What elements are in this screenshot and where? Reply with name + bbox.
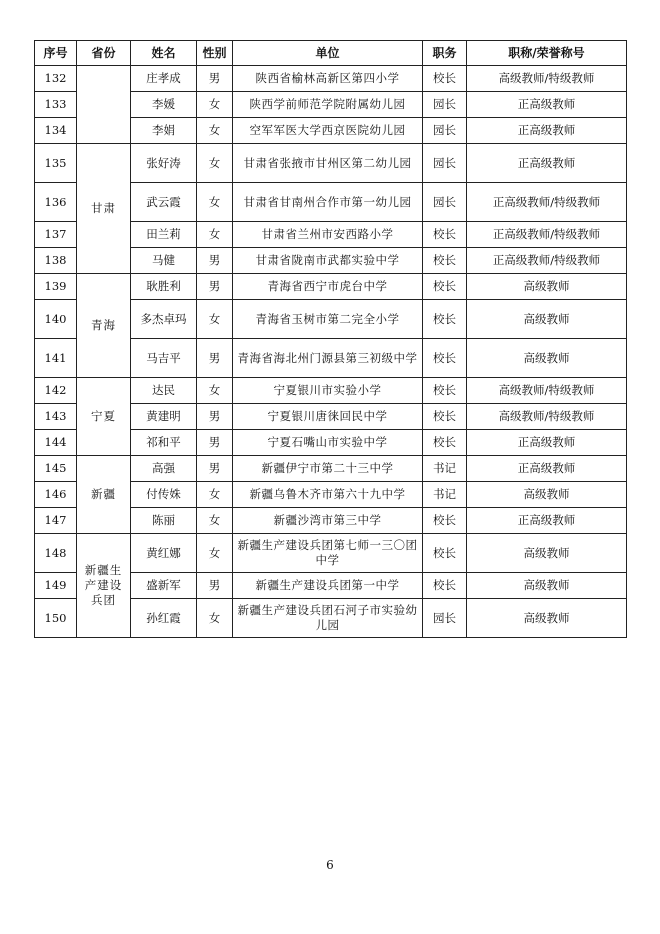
row-post: 书记 [423, 456, 467, 482]
row-gender: 女 [197, 92, 233, 118]
row-post: 校长 [423, 248, 467, 274]
row-no: 139 [35, 274, 77, 300]
row-unit: 青海省西宁市虎台中学 [233, 274, 423, 300]
row-name: 黄建明 [131, 404, 197, 430]
row-title: 正高级教师/特级教师 [467, 222, 627, 248]
row-title: 高级教师/特级教师 [467, 378, 627, 404]
row-post: 园长 [423, 183, 467, 222]
row-name: 张好涛 [131, 144, 197, 183]
row-post: 校长 [423, 222, 467, 248]
header-title: 职称/荣誉称号 [467, 41, 627, 66]
row-unit: 新疆生产建设兵团石河子市实验幼儿园 [233, 599, 423, 638]
row-post: 园长 [423, 118, 467, 144]
row-gender: 女 [197, 144, 233, 183]
row-no: 142 [35, 378, 77, 404]
row-no: 136 [35, 183, 77, 222]
row-unit: 陕西省榆林高新区第四小学 [233, 66, 423, 92]
row-unit: 甘肃省张掖市甘州区第二幼儿园 [233, 144, 423, 183]
row-unit: 甘肃省甘南州合作市第一幼儿园 [233, 183, 423, 222]
row-unit: 宁夏石嘴山市实验中学 [233, 430, 423, 456]
row-name: 田兰莉 [131, 222, 197, 248]
row-unit: 新疆生产建设兵团第七师一三〇团中学 [233, 534, 423, 573]
row-gender: 女 [197, 300, 233, 339]
row-gender: 女 [197, 534, 233, 573]
row-name: 陈丽 [131, 508, 197, 534]
row-no: 143 [35, 404, 77, 430]
row-title: 高级教师 [467, 300, 627, 339]
row-title: 高级教师 [467, 573, 627, 599]
row-unit: 空军军医大学西京医院幼儿园 [233, 118, 423, 144]
row-unit: 宁夏银川市实验小学 [233, 378, 423, 404]
row-name: 黄红娜 [131, 534, 197, 573]
row-name: 李娟 [131, 118, 197, 144]
row-title: 高级教师 [467, 482, 627, 508]
row-post: 校长 [423, 534, 467, 573]
row-gender: 女 [197, 508, 233, 534]
table-row [35, 144, 627, 183]
row-gender: 男 [197, 274, 233, 300]
table-row [35, 378, 627, 404]
row-name: 武云霞 [131, 183, 197, 222]
row-name: 盛新军 [131, 573, 197, 599]
row-unit: 新疆生产建设兵团第一中学 [233, 573, 423, 599]
row-name: 达民 [131, 378, 197, 404]
row-post: 校长 [423, 430, 467, 456]
row-gender: 男 [197, 248, 233, 274]
row-no: 147 [35, 508, 77, 534]
row-name: 孙红霞 [131, 599, 197, 638]
row-gender: 男 [197, 573, 233, 599]
row-title: 正高级教师/特级教师 [467, 248, 627, 274]
row-no: 141 [35, 339, 77, 378]
row-title: 高级教师 [467, 534, 627, 573]
header-unit: 单位 [233, 41, 423, 66]
row-gender: 男 [197, 456, 233, 482]
row-title: 正高级教师 [467, 92, 627, 118]
row-no: 132 [35, 66, 77, 92]
row-post: 校长 [423, 508, 467, 534]
row-gender: 女 [197, 599, 233, 638]
row-post: 校长 [423, 300, 467, 339]
row-title: 高级教师/特级教师 [467, 66, 627, 92]
row-gender: 女 [197, 482, 233, 508]
header-name: 姓名 [131, 41, 197, 66]
row-title: 正高级教师 [467, 144, 627, 183]
row-no: 145 [35, 456, 77, 482]
page-number: 6 [326, 858, 334, 872]
row-gender: 男 [197, 430, 233, 456]
row-title: 正高级教师/特级教师 [467, 183, 627, 222]
province-cell: 新疆 [77, 456, 131, 534]
province-cell [77, 66, 131, 144]
province-cell: 新疆生产建设兵团 [77, 534, 131, 638]
province-cell: 青海 [77, 274, 131, 378]
row-name: 马吉平 [131, 339, 197, 378]
row-no: 134 [35, 118, 77, 144]
row-no: 138 [35, 248, 77, 274]
row-no: 140 [35, 300, 77, 339]
row-no: 148 [35, 534, 77, 573]
row-name: 耿胜利 [131, 274, 197, 300]
row-no: 146 [35, 482, 77, 508]
row-name: 李媛 [131, 92, 197, 118]
row-name: 马健 [131, 248, 197, 274]
row-post: 校长 [423, 404, 467, 430]
row-unit: 甘肃省兰州市安西路小学 [233, 222, 423, 248]
row-title: 高级教师 [467, 274, 627, 300]
row-unit: 青海省海北州门源县第三初级中学 [233, 339, 423, 378]
row-name: 多杰卓玛 [131, 300, 197, 339]
row-no: 149 [35, 573, 77, 599]
row-title: 正高级教师 [467, 118, 627, 144]
row-unit: 宁夏银川唐徕回民中学 [233, 404, 423, 430]
row-post: 园长 [423, 599, 467, 638]
row-unit: 陕西学前师范学院附属幼儿园 [233, 92, 423, 118]
province-cell: 甘肃 [77, 144, 131, 274]
row-title: 高级教师 [467, 339, 627, 378]
header-gender: 性别 [197, 41, 233, 66]
table-row [35, 66, 627, 92]
row-gender: 男 [197, 66, 233, 92]
row-unit: 青海省玉树市第二完全小学 [233, 300, 423, 339]
row-title: 正高级教师 [467, 430, 627, 456]
row-no: 144 [35, 430, 77, 456]
table-row [35, 274, 627, 300]
row-post: 园长 [423, 144, 467, 183]
row-name: 庄孝成 [131, 66, 197, 92]
header-province: 省份 [77, 41, 131, 66]
header-no: 序号 [35, 41, 77, 66]
row-gender: 女 [197, 378, 233, 404]
row-no: 137 [35, 222, 77, 248]
row-gender: 女 [197, 118, 233, 144]
row-post: 书记 [423, 482, 467, 508]
row-title: 高级教师 [467, 599, 627, 638]
row-post: 校长 [423, 573, 467, 599]
row-no: 135 [35, 144, 77, 183]
row-name: 祁和平 [131, 430, 197, 456]
row-name: 付传姝 [131, 482, 197, 508]
row-gender: 女 [197, 183, 233, 222]
roster-table [34, 40, 627, 638]
province-cell: 宁夏 [77, 378, 131, 456]
row-gender: 男 [197, 404, 233, 430]
row-title: 正高级教师 [467, 456, 627, 482]
row-no: 150 [35, 599, 77, 638]
row-title: 高级教师/特级教师 [467, 404, 627, 430]
row-gender: 男 [197, 339, 233, 378]
row-post: 校长 [423, 378, 467, 404]
table-row [35, 534, 627, 573]
row-post: 园长 [423, 92, 467, 118]
row-unit: 新疆伊宁市第二十三中学 [233, 456, 423, 482]
header-post: 职务 [423, 41, 467, 66]
row-name: 高强 [131, 456, 197, 482]
row-gender: 女 [197, 222, 233, 248]
row-unit: 新疆沙湾市第三中学 [233, 508, 423, 534]
header-row [35, 41, 627, 66]
table-row [35, 456, 627, 482]
row-title: 正高级教师 [467, 508, 627, 534]
row-post: 校长 [423, 339, 467, 378]
row-unit: 新疆乌鲁木齐市第六十九中学 [233, 482, 423, 508]
row-post: 校长 [423, 274, 467, 300]
row-post: 校长 [423, 66, 467, 92]
row-unit: 甘肃省陇南市武都实验中学 [233, 248, 423, 274]
row-no: 133 [35, 92, 77, 118]
